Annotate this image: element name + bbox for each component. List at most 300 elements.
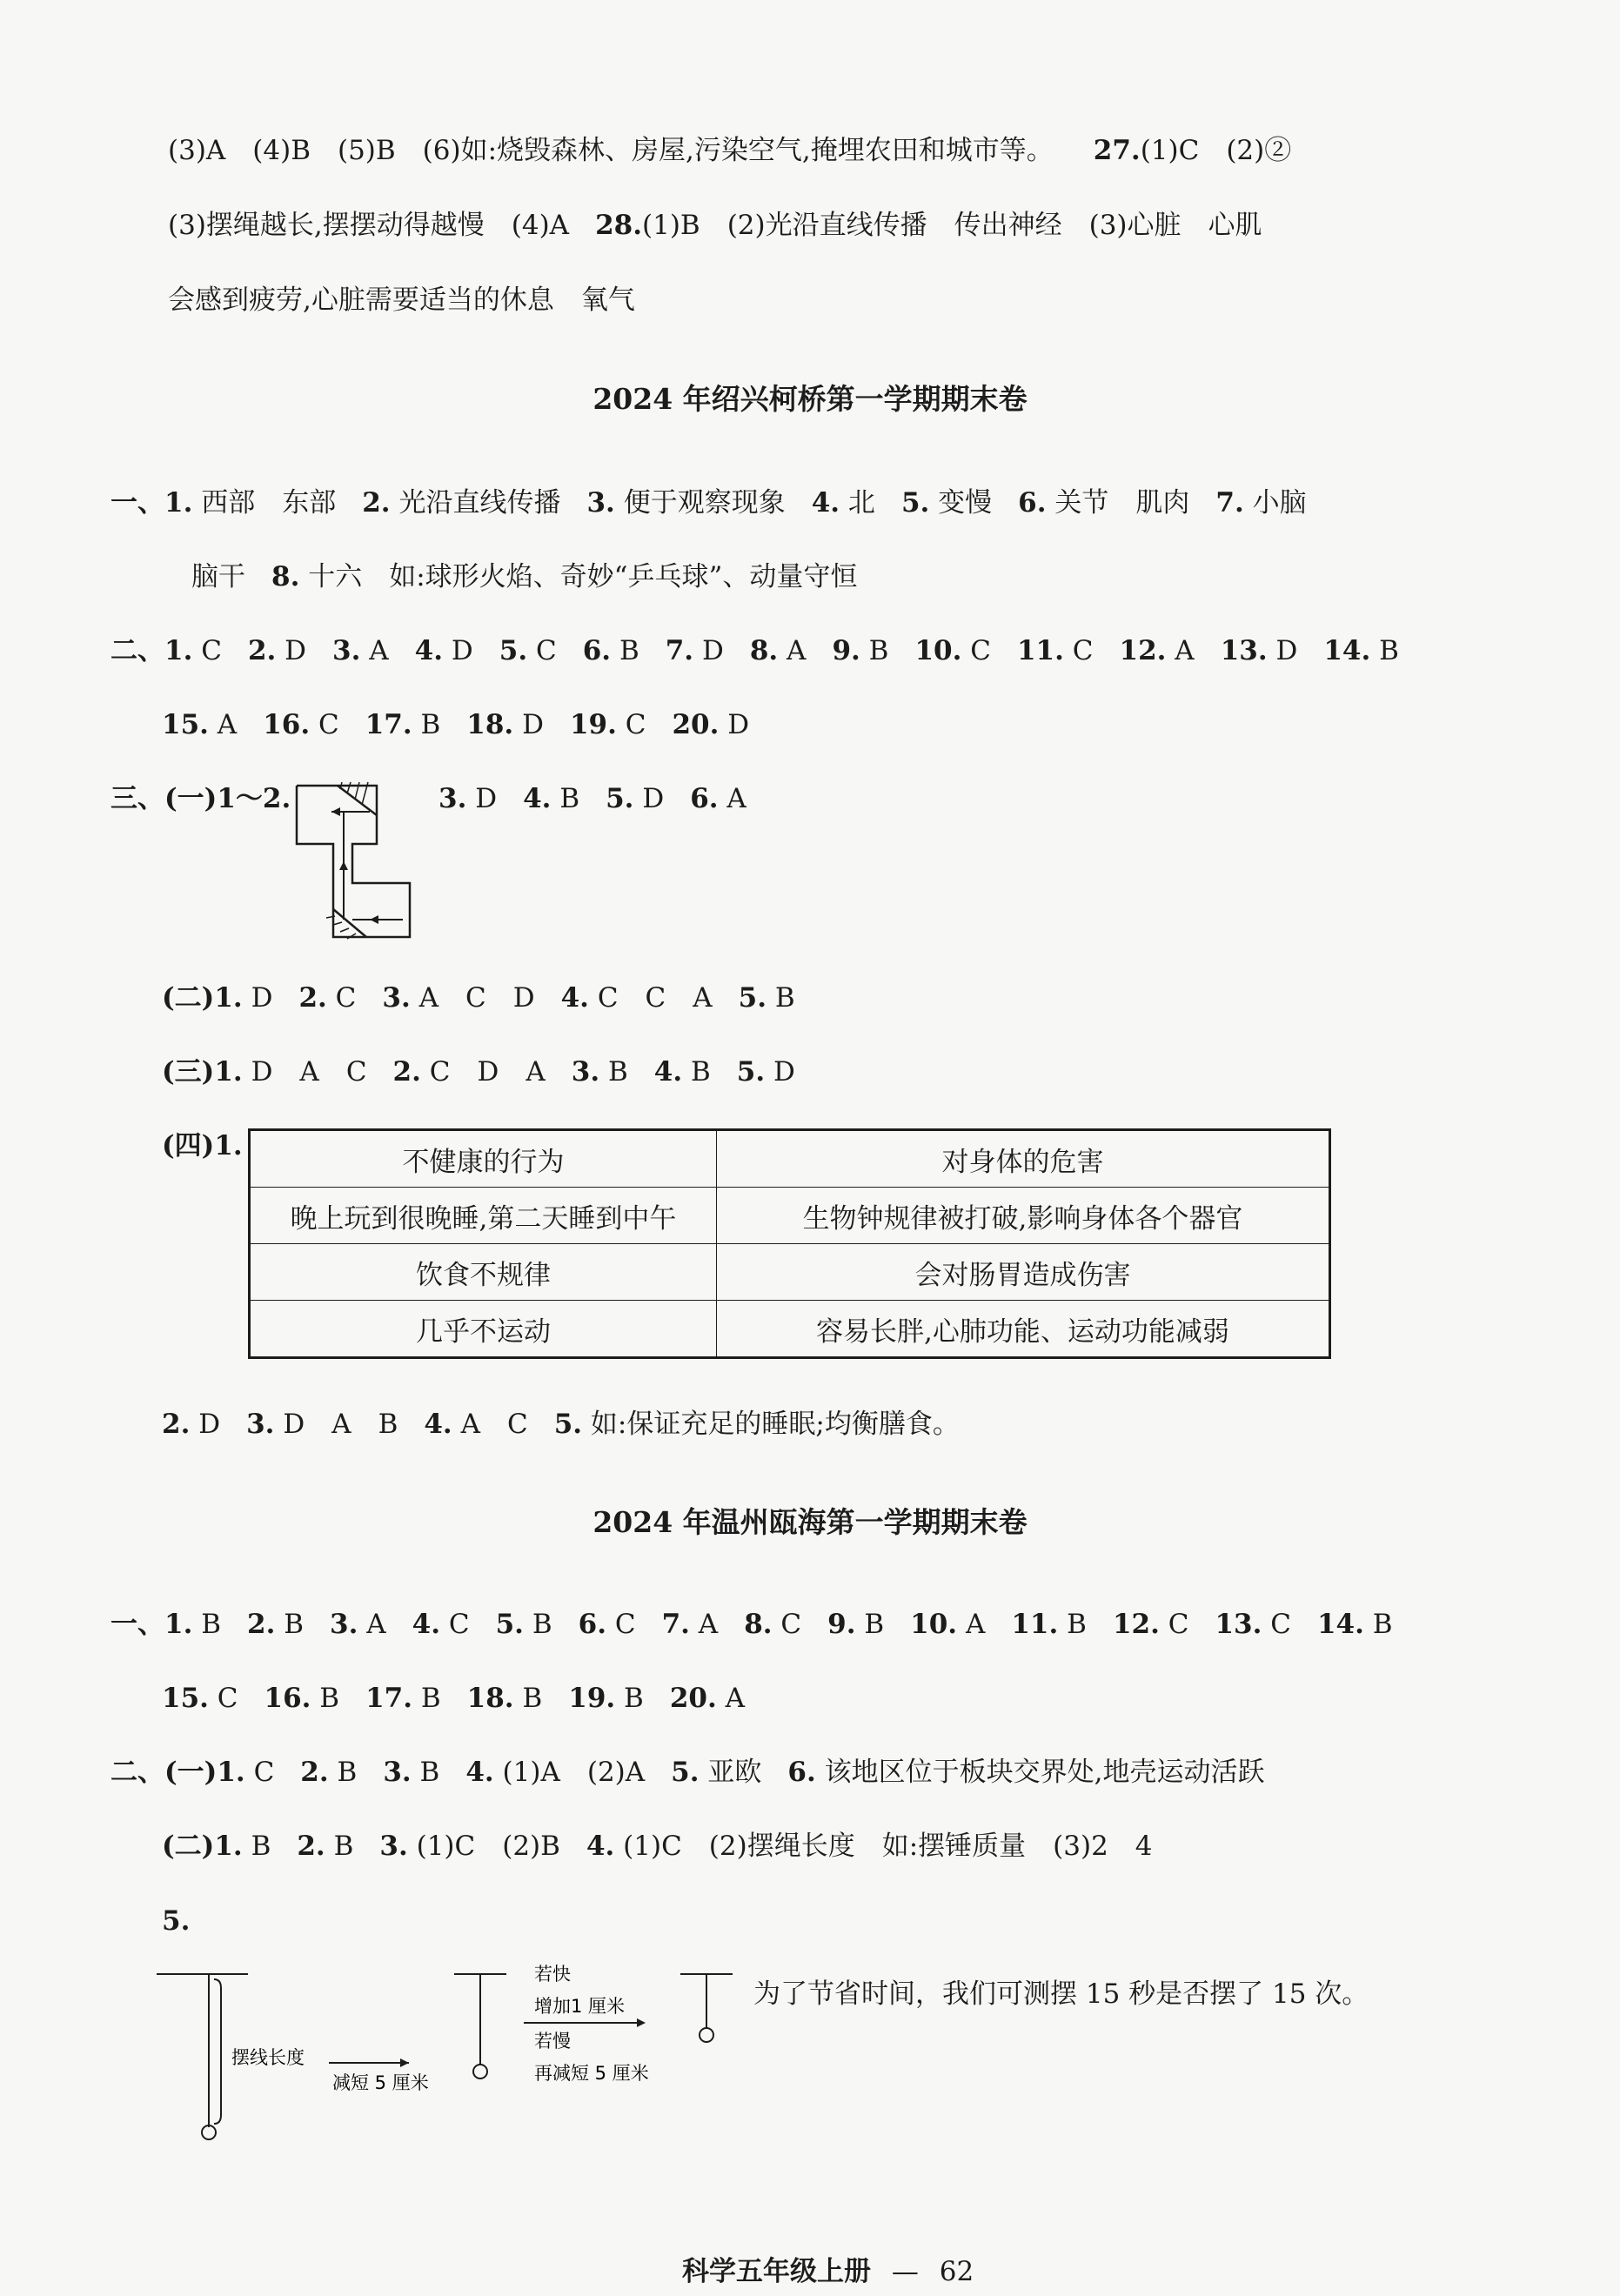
table-cell: 饮食不规律: [250, 1244, 717, 1301]
question-number: 11.: [1011, 1609, 1059, 1640]
answer-item: [357, 1757, 439, 1788]
answer-text: A: [718, 783, 746, 814]
answer-text: D: [1267, 635, 1298, 666]
answer-item: [664, 783, 746, 814]
answer-text: B: [611, 635, 639, 666]
question-number: 2.: [247, 1609, 276, 1640]
answer-item: [440, 709, 544, 740]
question-number: 6.: [690, 783, 719, 814]
answer-text: A: [358, 1609, 386, 1640]
answer-item: [1297, 635, 1399, 666]
table-cell: 会对肠胃造成伤害: [717, 1244, 1330, 1301]
question-number: 1.: [217, 1757, 245, 1788]
table-cell: 几乎不运动: [250, 1301, 717, 1358]
answer-item: [339, 1683, 441, 1714]
answer-text: B: [311, 1683, 340, 1714]
answer-item: [386, 1609, 470, 1640]
answer-text: C: [1063, 635, 1094, 666]
answer-text: C: [208, 1683, 238, 1714]
table-row: [250, 1301, 1330, 1358]
question-number: 4.: [560, 982, 589, 1014]
answer-text: D: [190, 1409, 221, 1440]
question-number: 2.: [298, 982, 327, 1014]
answer-item: [1188, 1609, 1291, 1640]
answer-item: [544, 709, 646, 740]
question-number: 二、1.: [110, 635, 193, 666]
answer-text: 关节 肌肉: [1046, 487, 1190, 519]
answer-text: D A B: [274, 1409, 398, 1440]
question-number: 二、(一): [110, 1757, 218, 1788]
answer-item: [1291, 1609, 1393, 1640]
answer-text: D: [513, 709, 544, 740]
answer-item: [786, 487, 875, 519]
question-number: 7.: [665, 635, 694, 666]
answer-item: [367, 1056, 546, 1088]
answer-item: [162, 709, 237, 740]
question-number: 4.: [414, 635, 444, 666]
answer-item: [1195, 635, 1298, 666]
question-number: 3.: [382, 982, 411, 1014]
answer-item: [389, 635, 473, 666]
answer-text: 脑干: [191, 561, 245, 592]
question-number: 11.: [1016, 635, 1064, 666]
answer-item: [217, 1757, 274, 1788]
question-number: 5.: [495, 1609, 524, 1640]
question-number: 17.: [365, 1683, 413, 1714]
answer-text: C C A: [588, 982, 713, 1014]
answer-line: [162, 1407, 960, 1442]
answer-item: [110, 487, 336, 519]
answer-text: A: [957, 1609, 986, 1640]
question-number: 5.: [900, 487, 930, 519]
question-number: 3.: [332, 635, 361, 666]
answer-text: (1)C (2)②: [1140, 135, 1292, 166]
question-number: 12.: [1112, 1609, 1160, 1640]
question-number: 7.: [661, 1609, 690, 1640]
section-title: 2024 年绍兴柯桥第一学期期末卷: [592, 382, 1028, 416]
answer-item: [353, 1831, 560, 1862]
answer-item: [162, 1409, 220, 1440]
section-title: 2024 年温州瓯海第一学期期末卷: [592, 1505, 1028, 1539]
table-header: 不健康的行为: [250, 1130, 717, 1188]
question-number: 7.: [1215, 487, 1244, 519]
answer-item: [718, 1609, 801, 1640]
question-number: 2.: [162, 1409, 191, 1440]
answer-text: 变慢: [929, 487, 993, 519]
question-number: 1.: [214, 1831, 243, 1862]
question-number: (三): [162, 1056, 215, 1088]
question-number: 6.: [578, 1609, 606, 1640]
table-header: 对身体的危害: [717, 1130, 1330, 1188]
answer-item: [473, 635, 557, 666]
answer-item: [884, 1609, 985, 1640]
answer-text: D: [466, 783, 498, 814]
answer-item: [711, 1056, 795, 1088]
answer-text: B: [599, 1056, 628, 1088]
health-table: [248, 1128, 1331, 1359]
answer-text: C: [1262, 1609, 1291, 1640]
answer-item: [441, 1683, 543, 1714]
answer-text: A: [778, 635, 807, 666]
question-number: 一、1.: [110, 1609, 193, 1640]
pendulum-diagram: [148, 1962, 757, 2140]
question-number: 3.: [383, 1757, 412, 1788]
answer-text: D: [719, 709, 750, 740]
answer-group: [214, 1831, 1152, 1862]
answer-text: 如:保证充足的睡眠;均衡膳食。: [582, 1409, 960, 1440]
answer-text: B: [523, 1609, 552, 1640]
answer-text: (3)摆绳越长,摆摆动得越慢 (4)A: [168, 210, 570, 241]
answer-item: [438, 783, 497, 814]
answer-item: [339, 709, 441, 740]
answer-text: (1)C (2)B: [407, 1831, 560, 1862]
question-number: (二): [162, 1831, 215, 1862]
question-number: 3.: [379, 1831, 408, 1862]
answer-text: B: [1363, 1609, 1393, 1640]
question-number: 3.: [438, 783, 467, 814]
question-number: 5.: [738, 982, 767, 1014]
answer-line: [191, 559, 857, 594]
table-row: [250, 1188, 1330, 1244]
page-number: 62: [939, 2256, 974, 2287]
answer-line: [110, 1607, 1393, 1642]
answer-item: [1189, 487, 1306, 519]
answer-item: [628, 1056, 711, 1088]
question-number: 12.: [1119, 635, 1167, 666]
answer-text: 十六 如:球形火焰、奇妙“乒乓球”、动量守恒: [308, 561, 858, 592]
question-number: 13.: [1215, 1609, 1262, 1640]
answer-text: D: [443, 635, 473, 666]
answer-text: D: [633, 783, 665, 814]
question-number: 一、1.: [110, 487, 193, 519]
question-number: 19.: [569, 709, 617, 740]
arrow-up-icon: [339, 861, 348, 870]
answer-line: [168, 133, 1291, 168]
answer-text: B: [766, 982, 795, 1014]
question-number: 5.: [553, 1409, 583, 1440]
answer-line: [162, 1829, 1153, 1864]
answer-text: C: [527, 635, 557, 666]
answer-item: [110, 635, 222, 666]
question-number: 2.: [362, 487, 391, 519]
question-number: 6.: [582, 635, 612, 666]
question-number: 1.: [214, 982, 243, 1014]
answer-text: D: [765, 1056, 795, 1088]
answer-text: D: [242, 982, 273, 1014]
diagram-label: 若快: [534, 1964, 571, 1985]
answer-item: [552, 1609, 636, 1640]
answer-text: C: [772, 1609, 802, 1640]
answer-item: [162, 1683, 238, 1714]
question-number: 20.: [669, 1683, 717, 1714]
answer-item: [398, 1409, 527, 1440]
answer-text: B: [551, 783, 580, 814]
answer-item: [806, 635, 888, 666]
answer-text: (3)A (4)B (5)B (6)如:烧毁森林、房屋,污染空气,掩埋农田和城市等。: [168, 135, 1054, 166]
answer-line: [162, 1904, 190, 1938]
answer-line: [162, 1054, 795, 1089]
answer-line: [162, 1128, 243, 1163]
answer-item: [528, 1409, 960, 1440]
answer-text: C: [606, 1609, 636, 1640]
answer-line: [110, 633, 1399, 668]
diagram-label: 减短 5 厘米: [332, 2072, 429, 2093]
answer-line: [168, 208, 1262, 243]
answer-text: A: [1166, 635, 1195, 666]
answer-item: [271, 1831, 353, 1862]
answer-group: [217, 1757, 1264, 1788]
answer-item: [214, 1056, 366, 1088]
question-number: 4.: [465, 1757, 494, 1788]
table-cell: 容易长胖,心肺功能、运动功能减弱: [717, 1301, 1330, 1358]
question-number: 5.: [671, 1757, 700, 1788]
table-cell: 生物钟规律被打破,影响身体各个器官: [717, 1188, 1330, 1244]
answer-item: [222, 635, 306, 666]
question-number: 8.: [744, 1609, 773, 1640]
question-number: 2.: [300, 1757, 329, 1788]
answer-text: A: [208, 709, 238, 740]
answer-item: [636, 1609, 719, 1640]
question-number: 15.: [162, 709, 209, 740]
question-number: 18.: [466, 1683, 514, 1714]
answer-text: C: [961, 635, 991, 666]
answer-item: [557, 635, 639, 666]
channel-outline: [297, 786, 410, 937]
question-number: 19.: [568, 1683, 616, 1714]
answer-text: 会感到疲劳,心脏需要适当的休息 氧气: [168, 284, 635, 316]
diagram-note: 为了节省时间，我们可测摆 15 秒是否摆了 15 次。: [753, 1978, 1369, 2010]
answer-text: B: [860, 635, 889, 666]
answer-text: A C D: [410, 982, 535, 1014]
answer-text: B: [1058, 1609, 1087, 1640]
pendulum-bob: [202, 2125, 216, 2139]
light-path-diagram: [290, 779, 416, 944]
page-footer: [682, 2254, 974, 2289]
question-number: 17.: [365, 709, 412, 740]
question-number: 18.: [466, 709, 514, 740]
answer-item: [639, 635, 724, 666]
answer-text: B: [682, 1056, 711, 1088]
answer-text: 西部 东部: [192, 487, 337, 519]
question-number: 16.: [264, 1683, 311, 1714]
answer-item: [644, 1683, 745, 1714]
answer-item: [801, 1609, 884, 1640]
answer-item: [546, 1056, 628, 1088]
answer-text: 该地区位于板块交界处,地壳运动活跃: [815, 1757, 1265, 1788]
answer-item: [306, 635, 389, 666]
table-header-row: [250, 1130, 1330, 1188]
answer-text: D A C: [242, 1056, 367, 1088]
answer-text: B: [192, 1609, 222, 1640]
question-number: (四)1.: [162, 1130, 243, 1161]
answer-item: [560, 487, 785, 519]
answer-text: B: [275, 1609, 305, 1640]
answer-item: [1087, 1609, 1189, 1640]
question-number: 2.: [297, 1831, 325, 1862]
answer-item: [646, 709, 749, 740]
answer-line: [162, 981, 795, 1015]
table-row: [250, 1244, 1330, 1301]
answer-text: C: [1159, 1609, 1189, 1640]
footer-subject: 科学五年级上册: [682, 2256, 871, 2287]
answer-text: C: [244, 1757, 275, 1788]
answer-text: C: [616, 709, 646, 740]
answer-text: C: [440, 1609, 470, 1640]
question-number: 4.: [811, 487, 840, 519]
answer-group: [214, 1056, 795, 1088]
question-number: 5.: [499, 635, 528, 666]
answer-line: [162, 707, 749, 742]
answer-text: A: [689, 1609, 719, 1640]
question-number: 9.: [832, 635, 860, 666]
question-number: 3.: [330, 1609, 358, 1640]
answer-item: [713, 982, 795, 1014]
answer-item: [470, 1609, 552, 1640]
diagram-label: 再减短 5 厘米: [534, 2063, 649, 2084]
question-number: 5.: [736, 1056, 766, 1088]
answer-item: [560, 1831, 1153, 1862]
question-number: 4.: [653, 1056, 683, 1088]
arrow-right-icon: [400, 2058, 409, 2067]
question-number: 2.: [392, 1056, 421, 1088]
question-number: 6.: [1018, 487, 1047, 519]
question-number: 4.: [523, 783, 552, 814]
question-number: 14.: [1316, 1609, 1364, 1640]
question-number: 4.: [424, 1409, 452, 1440]
answer-item: [221, 1609, 304, 1640]
question-number: 5.: [162, 1905, 191, 1937]
answer-item: [238, 1683, 340, 1714]
answer-item: [888, 635, 991, 666]
question-number: 8.: [749, 635, 779, 666]
question-number: 10.: [910, 1609, 958, 1640]
question-number: 13.: [1220, 635, 1268, 666]
answer-line: [168, 283, 635, 318]
answer-item: [356, 982, 534, 1014]
question-number: 4.: [586, 1831, 615, 1862]
answer-item: [336, 487, 560, 519]
question-number: 2.: [247, 635, 277, 666]
answer-item: [497, 783, 579, 814]
answer-text: D: [693, 635, 724, 666]
answer-text: B: [513, 1683, 543, 1714]
answer-text: B: [1370, 635, 1399, 666]
answer-text: D: [276, 635, 307, 666]
table-cell: 晚上玩到很晚睡,第二天睡到中午: [250, 1188, 717, 1244]
answer-text: 光沿直线传播: [390, 487, 561, 519]
arrow-left-icon: [331, 807, 340, 816]
answer-line: [438, 781, 746, 816]
answer-item: [875, 487, 992, 519]
answer-text: C: [192, 635, 222, 666]
diagram-label: 增加1 厘米: [534, 1996, 626, 2017]
answer-item: [214, 982, 272, 1014]
question-number: 10.: [914, 635, 962, 666]
answer-text: A C: [452, 1409, 528, 1440]
answer-item: [985, 1609, 1087, 1640]
question-number: 28.: [595, 210, 643, 241]
answer-group: [214, 982, 794, 1014]
answer-item: [542, 1683, 644, 1714]
answer-line: [110, 781, 291, 816]
answer-text: B: [412, 1683, 441, 1714]
answer-item: [1094, 635, 1195, 666]
diagram-label: 摆线长度: [231, 2047, 305, 2068]
answer-line: [753, 1977, 1369, 2012]
answer-item: [724, 635, 807, 666]
length-bracket: [214, 1979, 221, 2124]
question-number: 15.: [162, 1683, 209, 1714]
answer-text: 北: [840, 487, 875, 519]
answer-item: [214, 1831, 271, 1862]
question-number: 16.: [263, 709, 311, 740]
answer-text: A: [716, 1683, 746, 1714]
question-number: 8.: [271, 561, 300, 592]
question-number: 9.: [827, 1609, 856, 1640]
answer-text: C D A: [420, 1056, 546, 1088]
answer-item: [272, 982, 356, 1014]
question-number: 3.: [586, 487, 615, 519]
answer-item: [991, 635, 1094, 666]
pendulum-bob: [700, 2028, 713, 2042]
answer-text: 便于观察现象: [614, 487, 786, 519]
answer-line: [110, 1755, 1264, 1790]
answer-item: [110, 1609, 221, 1640]
answer-text: A: [360, 635, 389, 666]
answer-item: [992, 487, 1189, 519]
answer-text: (1)B (2)光沿直线传播 传出神经 (3)心脏 心肌: [642, 210, 1262, 241]
question-number: (二): [162, 982, 215, 1014]
answer-line: [110, 485, 1307, 520]
arrow-left-icon: [370, 915, 378, 924]
answer-item: [237, 709, 339, 740]
question-number: 三、(一)1～2.: [110, 783, 291, 814]
answer-text: B: [325, 1831, 354, 1862]
answer-text: C: [310, 709, 339, 740]
question-number: 4.: [412, 1609, 441, 1640]
answer-item: [645, 1757, 761, 1788]
answer-text: B: [855, 1609, 885, 1640]
answer-text: B: [411, 1757, 440, 1788]
answer-item: [439, 1757, 645, 1788]
answer-item: [220, 1409, 398, 1440]
question-number: 6.: [787, 1757, 816, 1788]
answer-text: B: [328, 1757, 358, 1788]
question-number: 27.: [1093, 135, 1141, 166]
answer-line: [162, 1681, 745, 1716]
question-number: 5.: [606, 783, 634, 814]
question-number: 3.: [246, 1409, 275, 1440]
answer-text: B: [242, 1831, 271, 1862]
question-number: 20.: [672, 709, 720, 740]
question-number: 1.: [214, 1056, 243, 1088]
answer-text: (1)A (2)A: [493, 1757, 646, 1788]
answer-text: 亚欧: [699, 1757, 762, 1788]
answer-item: [535, 982, 713, 1014]
diagram-label: 若慢: [534, 2031, 571, 2052]
answer-text: B: [412, 709, 441, 740]
answer-text: (1)C (2)摆绳长度 如:摆锤质量 (3)2 4: [614, 1831, 1153, 1862]
question-number: 14.: [1323, 635, 1371, 666]
answer-item: [761, 1757, 1264, 1788]
pendulum-bob: [473, 2065, 487, 2078]
question-number: 3.: [571, 1056, 600, 1088]
footer-dash: —: [891, 2256, 919, 2287]
arrow-right-icon: [637, 2018, 646, 2027]
answer-text: C: [326, 982, 357, 1014]
answer-text: 小脑: [1243, 487, 1307, 519]
answer-item: [304, 1609, 386, 1640]
